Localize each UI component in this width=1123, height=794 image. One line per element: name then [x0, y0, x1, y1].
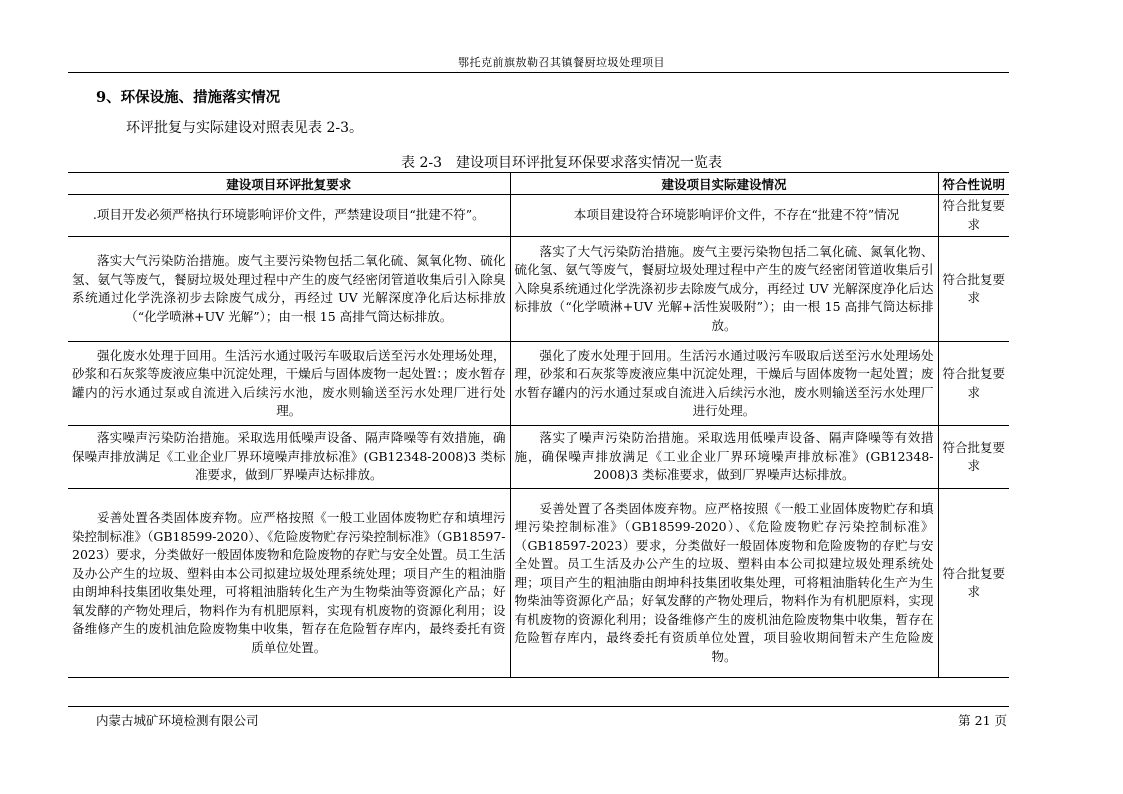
table-row: [68, 195, 1009, 237]
table-row: [68, 237, 1009, 342]
intro-paragraph: 环评批复与实际建设对照表见表 2-3。: [126, 120, 363, 136]
actual-cell: 落实了大气污染防治措施。废气主要污染物包括二氧化硫、氮氧化物、硫化氢、氨气等废气，餐厨垃圾处理过程中产生的废气经密闭管道收集后引入除臭系统通过化学洗涤初步去除废气成分，再经过 UV 光解深度净化后达标排放（“化学喷淋+UV 光解+活性炭吸附”）；由一根 15 高排气筒达标排放。: [510, 237, 938, 342]
requirement-cell: 落实噪声污染防治措施。采取选用低噪声设备、隔声降噪等有效措施，确保噪声排放满足《工业企业厂界环境噪声排放标准》(GB12348-2008)3 类标准要求，做到厂界噪声达标排放。: [68, 426, 510, 489]
requirement-cell: 强化废水处理于回用。生活污水通过吸污车吸取后送至污水处理场处理，砂浆和石灰浆等废液应集中沉淀处理，干燥后与固体废物一起处置：；废水暂存罐内的污水通过泵或自流进入后续污水池，废水则输送至污水处理厂进行处理。: [68, 342, 510, 426]
actual-cell: 强化了废水处理于回用。生活污水通过吸污车吸取后送至污水处理场处理，砂浆和石灰浆等废液应集中沉淀处理，干燥后与固体废物一起处置；废水暂存罐内的污水通过泵或自流进入后续污水池，废水则输送至污水处理厂进行处理。: [510, 342, 938, 426]
requirement-cell: .项目开发必须严格执行环境影响评价文件，严禁建设项目“批建不符”。: [68, 195, 510, 237]
actual-cell: 落实了噪声污染防治措施。采取选用低噪声设备、隔声降噪等有效措施，确保噪声排放满足《工业企业厂界环境噪声排放标准》(GB12348-2008)3 类标准要求，做到厂界噪声达标排放。: [510, 426, 938, 489]
actual-cell: 妥善处置了各类固体废弃物。应严格按照《一般工业固体废物贮存和填埋污染控制标准》（GB18599-2020）、《危险废物贮存污染控制标准》（GB18597-2023）要求，分类做好一般固体废物和危险废物的存贮与安全处置。员工生活及办公产生的垃圾、塑料由本公司拟建垃圾处理系统处理；项目产生的粗油脂由朗坤科技集团收集处理，可将粗油脂转化生产为生物柴油等资源化产品；好氧发酵的产物处理后，物料作为有机肥原料，实现有机废物的资源化利用；设备维修产生的废机油危险废物集中收集，暂存在危险暂存库内，最终委托有资质单位处置，项目验收期间暂未产生危险废物。: [510, 489, 938, 678]
requirement-cell: 妥善处置各类固体废弃物。应严格按照《一般工业固体废物贮存和填埋污染控制标准》（GB18599-2020）、《危险废物贮存污染控制标准》（GB18597-2023）要求，分类做好一般固体废物和危险废物的存贮与安全处置。员工生活及办公产生的垃圾、塑料由本公司拟建垃圾处理系统处理；项目产生的粗油脂由朗坤科技集团收集处理，可将粗油脂转化生产为生物柴油等资源化产品；好氧发酵的产物处理后，物料作为有机肥原料，实现有机废物的资源化利用；设备维修产生的废机油危险废物集中收集，暂存在危险暂存库内，最终委托有资质单位处置。: [68, 489, 510, 678]
footer-rule: [68, 706, 1009, 707]
table-row: [68, 426, 1009, 489]
actual-cell: 本项目建设符合环境影响评价文件，不存在“批建不符”情况: [510, 195, 938, 237]
column-header-conformity: 符合性说明: [938, 173, 1009, 195]
conformity-cell: 符合批复要求: [938, 342, 1009, 426]
column-header-actual: 建设项目实际建设情况: [510, 173, 938, 195]
footer-page-number: 第 21 页: [958, 713, 1007, 728]
footer-company: 内蒙古城矿环境检测有限公司: [96, 713, 259, 728]
conformity-cell: 符合批复要求: [938, 237, 1009, 342]
section-heading: 9、环保设施、措施落实情况: [96, 89, 281, 106]
conformity-cell: 符合批复要求: [938, 195, 1009, 237]
table-row: [68, 342, 1009, 426]
column-header-requirement: 建设项目环评批复要求: [68, 173, 510, 195]
table-header-row: [68, 173, 1009, 195]
page-header-title: 鄂托克前旗敖勒召其镇餐厨垃圾处理项目: [458, 56, 665, 69]
table-row: [68, 489, 1009, 678]
table-caption: 表 2-3 建设项目环评批复环保要求落实情况一览表: [401, 155, 722, 171]
requirement-cell: 落实大气污染防治措施。废气主要污染物包括二氧化硫、氮氧化物、硫化氢、氨气等废气，餐厨垃圾处理过程中产生的废气经密闭管道收集后引入除臭系统通过化学洗涤初步去除废气成分，再经过 UV 光解深度净化后达标排放（“化学喷淋+UV 光解”）；由一根 15 高排气筒达标排放。: [68, 237, 510, 342]
header-rule: [68, 72, 1009, 73]
conformity-cell: 符合批复要求: [938, 489, 1009, 678]
conformity-cell: 符合批复要求: [938, 426, 1009, 489]
approval-comparison-table: [68, 172, 1009, 678]
